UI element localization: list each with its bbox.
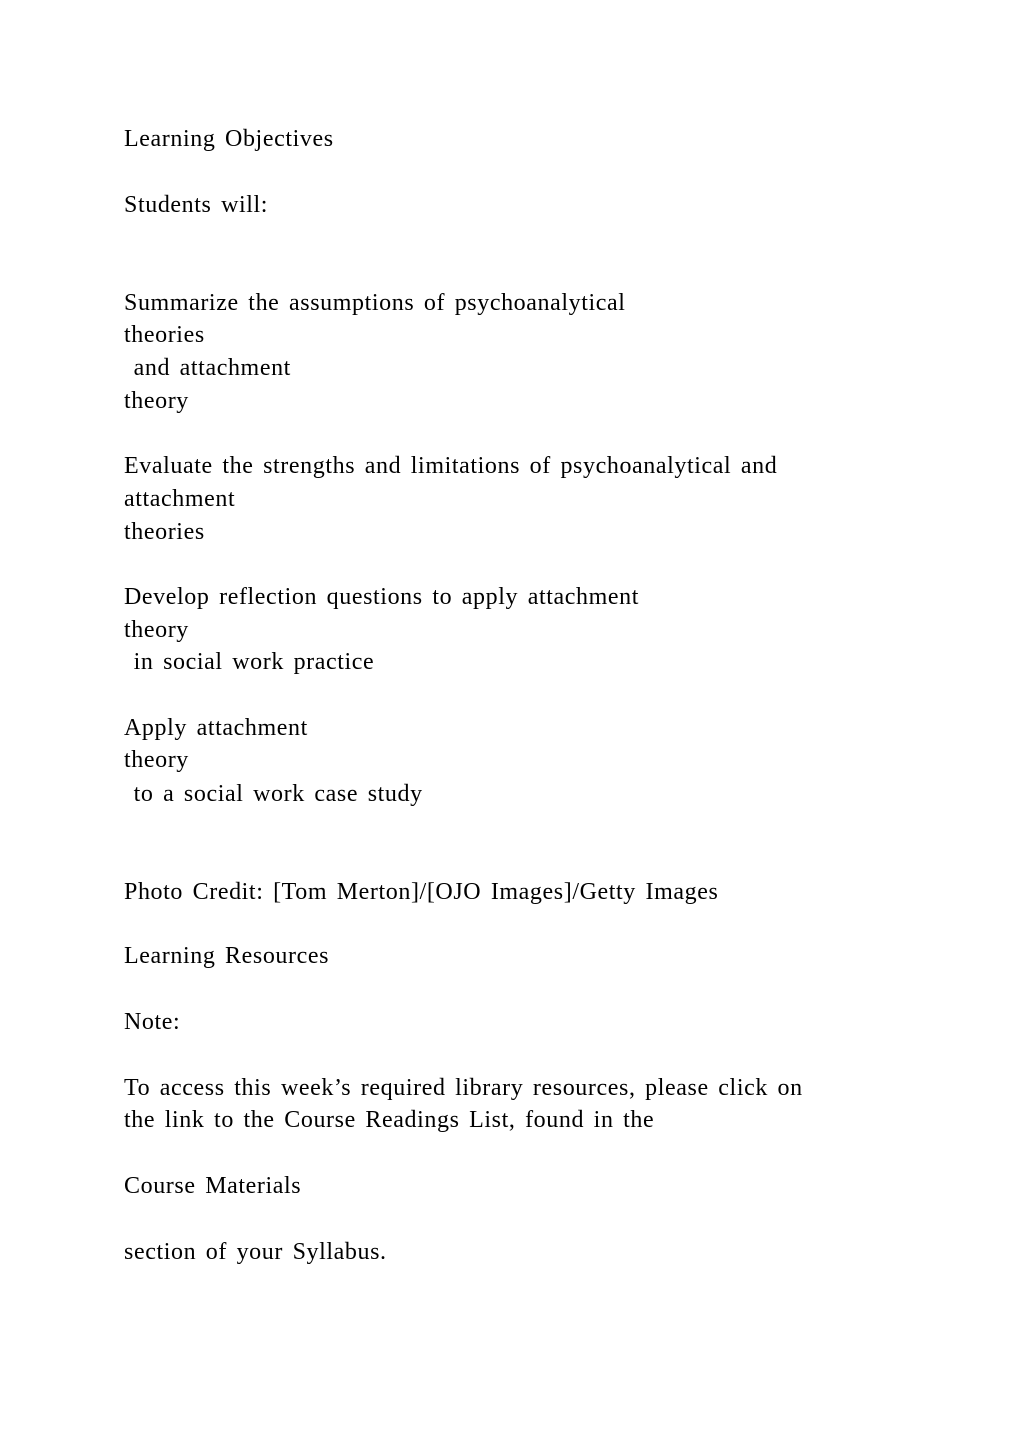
objective-2-line-3: theories bbox=[124, 519, 205, 545]
learning-objectives-heading: Learning Objectives bbox=[124, 126, 334, 152]
objective-1-line-3: and attachment bbox=[124, 355, 291, 381]
objective-3-line-3: in social work practice bbox=[124, 649, 375, 675]
objective-1-line-4: theory bbox=[124, 388, 189, 414]
objective-2-line-2: attachment bbox=[124, 486, 236, 512]
students-will-text: Students will: bbox=[124, 192, 269, 218]
objective-4-line-3: to a social work case study bbox=[124, 781, 423, 807]
access-instructions-line-2: the link to the Course Readings List, found in the bbox=[124, 1107, 655, 1133]
objective-2-line-1: Evaluate the strengths and limitations of psychoanalytical and bbox=[124, 453, 778, 479]
objective-1-line-2: theories bbox=[124, 322, 205, 348]
course-materials-text: Course Materials bbox=[124, 1173, 302, 1199]
objective-4-line-1: Apply attachment bbox=[124, 715, 308, 741]
syllabus-text: section of your Syllabus. bbox=[124, 1239, 387, 1265]
objective-4-line-2: theory bbox=[124, 747, 189, 773]
note-label: Note: bbox=[124, 1009, 181, 1035]
objective-3-line-1: Develop reflection questions to apply attachment bbox=[124, 584, 639, 610]
photo-credit: Photo Credit: [Tom Merton]/[OJO Images]/Getty Images bbox=[124, 879, 719, 905]
access-instructions-line-1: To access this week’s required library resources, please click on bbox=[124, 1075, 803, 1101]
learning-resources-heading: Learning Resources bbox=[124, 943, 330, 969]
objective-3-line-2: theory bbox=[124, 617, 189, 643]
objective-1-line-1: Summarize the assumptions of psychoanalytical bbox=[124, 290, 626, 316]
